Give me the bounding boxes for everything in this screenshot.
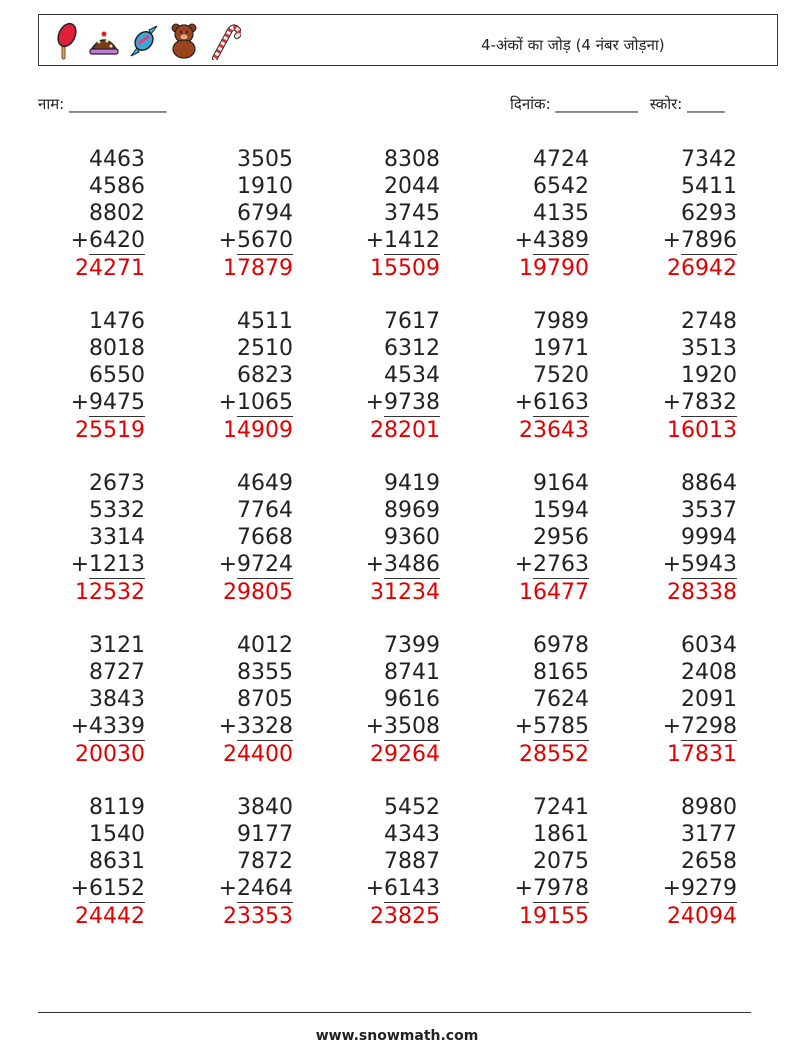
addend: 2408	[681, 660, 737, 685]
addend: 5332	[89, 498, 145, 523]
addend: 2658	[681, 849, 737, 874]
addition-problem	[37, 794, 145, 930]
addend-with-plus: +6152	[70, 876, 145, 901]
addition-problem	[185, 146, 293, 282]
addend: 7872	[237, 849, 293, 874]
addition-problem	[629, 794, 737, 930]
addition-problem	[481, 470, 589, 606]
addend-with-plus: +1065	[218, 390, 293, 415]
addend: 6293	[681, 201, 737, 226]
addend: 7668	[237, 525, 293, 550]
addend: 2091	[681, 687, 737, 712]
addend: 7617	[384, 309, 440, 334]
answer: 26942	[667, 256, 737, 281]
addend: 1971	[533, 336, 589, 361]
addend: 6312	[384, 336, 440, 361]
addend: 6542	[533, 174, 589, 199]
addend: 7989	[533, 309, 589, 334]
header-icons	[47, 19, 241, 63]
addend: 7520	[533, 363, 589, 388]
cake-icon	[87, 22, 121, 60]
addend-with-plus: +2763	[514, 552, 589, 577]
addend: 3843	[89, 687, 145, 712]
addition-problem	[481, 632, 589, 768]
addend: 1861	[533, 822, 589, 847]
worksheet-header	[38, 14, 778, 66]
popsicle-icon	[47, 22, 81, 60]
addend: 2044	[384, 174, 440, 199]
addend-with-plus: +5785	[514, 714, 589, 739]
addend: 8631	[89, 849, 145, 874]
addend: 8741	[384, 660, 440, 685]
date-score-fields	[510, 94, 725, 114]
addend: 7399	[384, 633, 440, 658]
addition-problem	[37, 470, 145, 606]
answer: 28552	[519, 742, 589, 767]
addend: 8969	[384, 498, 440, 523]
addend-with-plus: +7298	[662, 714, 737, 739]
addend-with-plus: +3328	[218, 714, 293, 739]
addition-problem	[629, 632, 737, 768]
addend: 5452	[384, 795, 440, 820]
addend: 8018	[89, 336, 145, 361]
addend: 8355	[237, 660, 293, 685]
addend-with-plus: +4389	[514, 228, 589, 253]
score-field: स्कोर: _____	[649, 95, 725, 113]
addend: 6978	[533, 633, 589, 658]
addition-problem	[37, 632, 145, 768]
addend: 3314	[89, 525, 145, 550]
addend: 7241	[533, 795, 589, 820]
addition-problem	[185, 632, 293, 768]
addend-with-plus: +9738	[365, 390, 440, 415]
addend: 1476	[89, 309, 145, 334]
addend: 7624	[533, 687, 589, 712]
addition-problem	[332, 470, 440, 606]
footer-site: www.snowmath.com	[315, 1028, 479, 1044]
answer: 24094	[667, 904, 737, 929]
addition-problem	[185, 308, 293, 444]
addend: 8864	[681, 471, 737, 496]
addend: 3121	[89, 633, 145, 658]
answer: 20030	[75, 742, 145, 767]
addend: 2510	[237, 336, 293, 361]
footer-divider	[38, 1012, 751, 1013]
addend: 7342	[681, 147, 737, 172]
addend: 9994	[681, 525, 737, 550]
teddy-bear-icon	[167, 22, 201, 60]
addend-with-plus: +5670	[218, 228, 293, 253]
addend-with-plus: +1412	[365, 228, 440, 253]
addend: 1594	[533, 498, 589, 523]
addend: 9616	[384, 687, 440, 712]
addend: 4649	[237, 471, 293, 496]
addition-problem	[332, 632, 440, 768]
addend: 3745	[384, 201, 440, 226]
addend: 3177	[681, 822, 737, 847]
addend-with-plus: +6420	[70, 228, 145, 253]
answer: 23353	[223, 904, 293, 929]
addend-with-plus: +3486	[365, 552, 440, 577]
answer: 19790	[519, 256, 589, 281]
addition-problem	[481, 308, 589, 444]
addend: 7887	[384, 849, 440, 874]
answer: 17831	[667, 742, 737, 767]
answer: 12532	[75, 580, 145, 605]
addend: 9177	[237, 822, 293, 847]
addend: 4135	[533, 201, 589, 226]
addend: 8802	[89, 201, 145, 226]
addition-problem	[481, 794, 589, 930]
addend: 7764	[237, 498, 293, 523]
addend: 9360	[384, 525, 440, 550]
addend: 2748	[681, 309, 737, 334]
addition-problem	[481, 146, 589, 282]
addition-problem	[332, 794, 440, 930]
addend-with-plus: +7978	[514, 876, 589, 901]
addend: 8308	[384, 147, 440, 172]
answer: 31234	[370, 580, 440, 605]
answer: 29264	[370, 742, 440, 767]
addend: 6550	[89, 363, 145, 388]
answer: 14909	[223, 418, 293, 443]
worksheet-title: 4-अंकों का जोड़ (4 नंबर जोड़ना)	[481, 36, 665, 54]
answer: 24442	[75, 904, 145, 929]
addend: 3513	[681, 336, 737, 361]
answer: 23825	[370, 904, 440, 929]
addend: 1540	[89, 822, 145, 847]
answer: 29805	[223, 580, 293, 605]
addend: 4724	[533, 147, 589, 172]
addend: 4012	[237, 633, 293, 658]
addend-with-plus: +2464	[218, 876, 293, 901]
addend: 6823	[237, 363, 293, 388]
addend: 1910	[237, 174, 293, 199]
addend: 6794	[237, 201, 293, 226]
addend: 2075	[533, 849, 589, 874]
addend-with-plus: +4339	[70, 714, 145, 739]
addend-with-plus: +6143	[365, 876, 440, 901]
addend: 4511	[237, 309, 293, 334]
answer: 28201	[370, 418, 440, 443]
addition-problem	[37, 146, 145, 282]
answer: 16013	[667, 418, 737, 443]
addend-with-plus: +7896	[662, 228, 737, 253]
addend-with-plus: +7832	[662, 390, 737, 415]
addend-with-plus: +9724	[218, 552, 293, 577]
addend: 6034	[681, 633, 737, 658]
addend: 9419	[384, 471, 440, 496]
answer: 23643	[519, 418, 589, 443]
addend: 3840	[237, 795, 293, 820]
answer: 19155	[519, 904, 589, 929]
addition-problem	[629, 470, 737, 606]
addition-problem	[37, 308, 145, 444]
addend-with-plus: +9279	[662, 876, 737, 901]
addition-problem	[629, 146, 737, 282]
addend: 3537	[681, 498, 737, 523]
addition-problem	[185, 470, 293, 606]
addend: 4463	[89, 147, 145, 172]
candy-icon	[127, 22, 161, 60]
addition-problem	[629, 308, 737, 444]
addend-with-plus: +9475	[70, 390, 145, 415]
addend: 8705	[237, 687, 293, 712]
addend-with-plus: +3508	[365, 714, 440, 739]
name-field: नाम: _____________	[38, 95, 167, 113]
answer: 16477	[519, 580, 589, 605]
addition-problem	[332, 308, 440, 444]
answer: 17879	[223, 256, 293, 281]
answer: 25519	[75, 418, 145, 443]
date-field: दिनांक: ___________	[510, 95, 638, 113]
addend: 4586	[89, 174, 145, 199]
addend-with-plus: +6163	[514, 390, 589, 415]
addend-with-plus: +5943	[662, 552, 737, 577]
candy-cane-icon	[207, 22, 241, 60]
answer: 24400	[223, 742, 293, 767]
addition-problem	[332, 146, 440, 282]
addend: 4534	[384, 363, 440, 388]
addend: 5411	[681, 174, 737, 199]
addition-problem	[185, 794, 293, 930]
addend: 2956	[533, 525, 589, 550]
answer: 15509	[370, 256, 440, 281]
addend: 8119	[89, 795, 145, 820]
addend: 4343	[384, 822, 440, 847]
addend: 3505	[237, 147, 293, 172]
addend-with-plus: +1213	[70, 552, 145, 577]
answer: 24271	[75, 256, 145, 281]
addend: 8727	[89, 660, 145, 685]
addend: 2673	[89, 471, 145, 496]
addend: 9164	[533, 471, 589, 496]
answer: 28338	[667, 580, 737, 605]
addend: 1920	[681, 363, 737, 388]
addend: 8165	[533, 660, 589, 685]
addend: 8980	[681, 795, 737, 820]
